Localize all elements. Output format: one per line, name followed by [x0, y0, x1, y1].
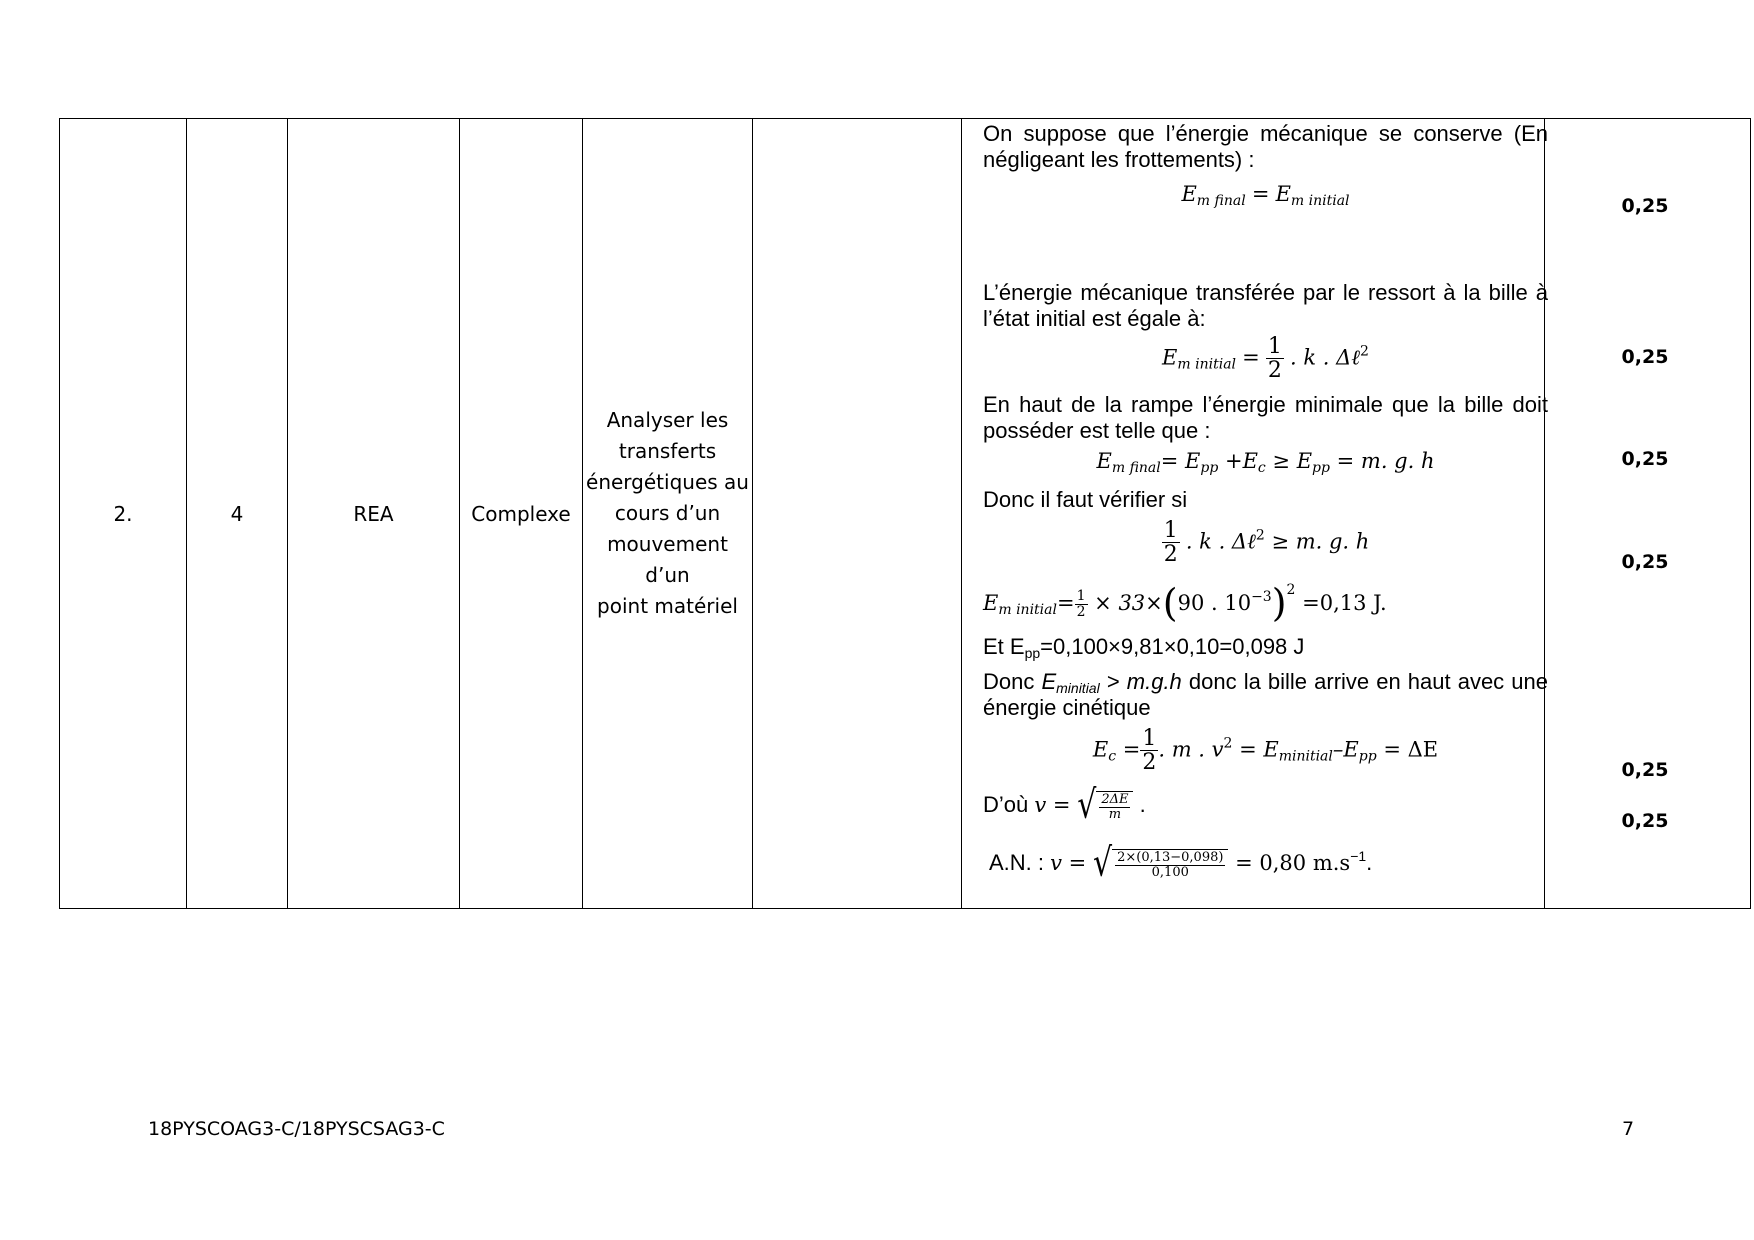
equation-initial-energy: $E_{m initial}$ = $\frac{1}{2}$ . k . Δℓ$^2$ — [1162, 334, 1369, 384]
level-value: Complexe — [471, 501, 571, 526]
competence-value: REA — [353, 501, 394, 526]
footer-exam-code: 18PYSCOAG3-C/18PYSCSAG3-C — [148, 1118, 445, 1140]
equation-velocity: D’où v = √ $\frac{2\Delta E}{m}$ . — [983, 782, 1146, 829]
answer-paragraph-5: Et $E_{pp}=0,100\times 9,81\times 0,10=0,098$ J — [983, 634, 1305, 661]
points-cell — [187, 119, 287, 908]
square-root: √ $\frac{2\times(0,13-0,098)}{0,100}$ — [1093, 849, 1229, 879]
empty-cell — [753, 119, 961, 908]
equation-kinetic-energy: $E_c$ = $\frac{1}{2}$ . m . $v^2 = E_{minitial}-E_{pp} = \Delta E$ — [1092, 726, 1439, 776]
column-divider — [1544, 119, 1545, 908]
score-value: 0,25 — [1621, 346, 1669, 368]
score-value: 0,25 — [1621, 448, 1669, 470]
points-value: 4 — [230, 501, 244, 526]
objective-cell — [583, 119, 752, 908]
page-number: 7 — [1622, 1118, 1635, 1140]
objective-text: Analyser les transferts énergétiques au cours d’un mouvement d’un point matériel — [586, 408, 749, 618]
equation-numeric-initial-energy: $E_{m initial}=$ $\frac{1}{2}$ × 33×(90 . $10^{-3})^2 =0,13$ J. — [983, 581, 1387, 625]
level-cell — [460, 119, 582, 908]
answer-paragraph-2: L’énergie mécanique transférée par le ressort à la bille à l’état initial est égale à: — [983, 280, 1548, 331]
competence-cell — [288, 119, 459, 908]
answer-paragraph-4: Donc il faut vérifier si — [983, 487, 1188, 512]
column-divider — [961, 119, 962, 908]
square-root: √ $\frac{2\Delta E}{m}$ — [1077, 791, 1133, 821]
score-value: 0,25 — [1621, 195, 1669, 217]
question-number-cell — [60, 119, 186, 908]
equation-energy-conservation: $E_{m final} = E_{m initial}$ — [1181, 182, 1350, 209]
score-value: 0,25 — [1621, 551, 1669, 573]
answer-paragraph-1: On suppose que l’énergie mécanique se conserve (En négligeant les frottements) : — [983, 121, 1548, 172]
answer-paragraph-6: Donc $E_{minitial} > m.g.h$ donc la bille arrive en haut avec une énergie cinétique — [983, 669, 1548, 720]
equation-condition: $\frac{1}{2}$ . k . Δℓ$^2$ ≥ m. g. h — [1163, 518, 1370, 568]
score-value: 0,25 — [1621, 810, 1669, 832]
question-number: 2. — [113, 501, 133, 526]
equation-minimal-energy: $E_{m final}= E_{pp} +E_c \ge E_{pp} = m$. g. h — [1096, 449, 1435, 476]
score-value: 0,25 — [1621, 759, 1669, 781]
answer-paragraph-3: En haut de la rampe l’énergie minimale que la bille doit posséder est telle que : — [983, 392, 1548, 443]
grading-table — [59, 118, 1751, 909]
equation-numeric-velocity: A.N. : v = √ $\frac{2\times(0,13-0,098)}{0,100}$ = 0,80 $m.s^{-1}$. — [989, 840, 1373, 887]
